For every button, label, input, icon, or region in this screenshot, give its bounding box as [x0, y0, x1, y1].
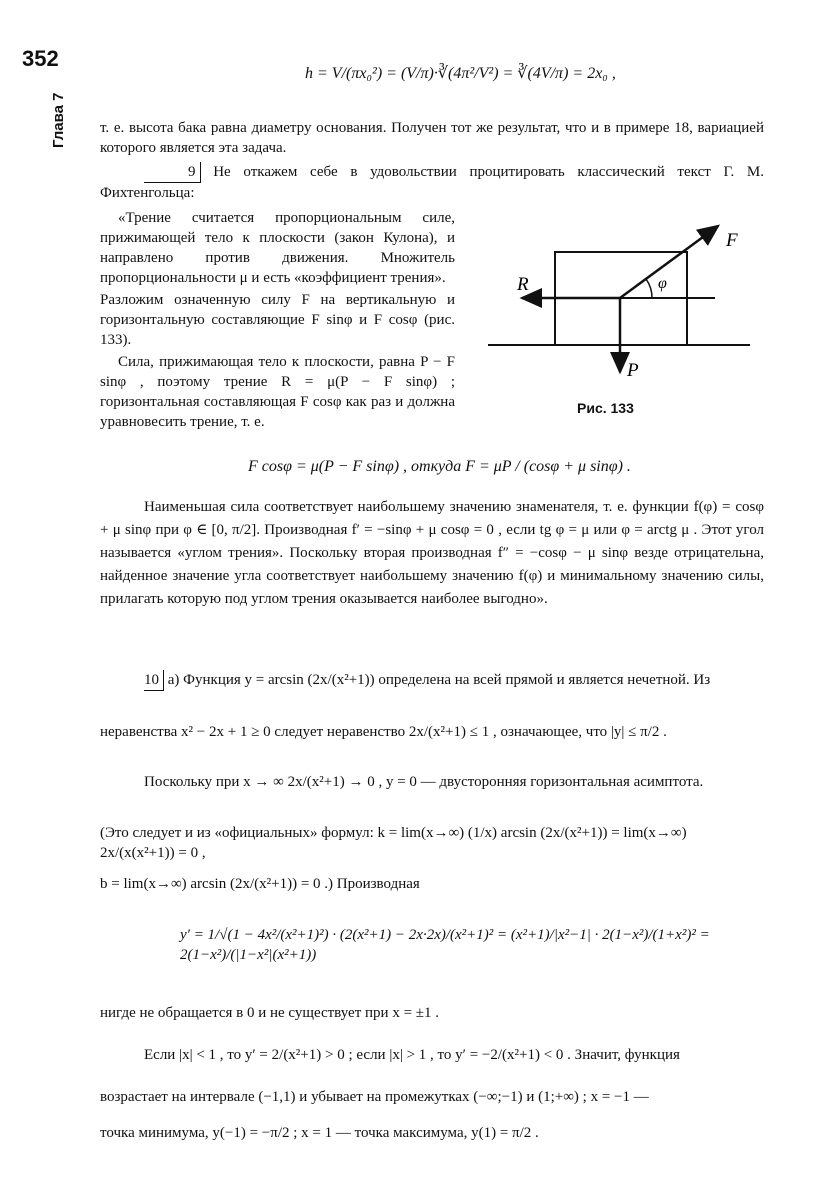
paragraph-asymptote: Поскольку при x → ∞ 2x/(x²+1) → 0 , y = 0 — двусторонняя горизонтальная асимптота.	[144, 774, 704, 790]
paragraph-min-force: Наименьшая сила соответствует наибольшему значению знаменателя, т. е. функции f(φ) = cosφ + μ sinφ при φ ∈ [0, π/2]. Производная f′ = −sinφ + μ cosφ = 0 , если tg φ = μ или φ = arctg μ . Этот угол называется «углом трения». Поскольку вторая производная f″ = −cosφ − μ sinφ везде отрицательна, найденное значение угла соответствует наибольшему значению f(φ) и минимальному значению силы, прилагать которую под углом трения оказывается наиболее выгодно».	[100, 499, 764, 607]
paragraph-inequality: неравенства x² − 2x + 1 ≥ 0 следует неравенство 2x/(x²+1) ≤ 1 , означающее, что |y| ≤ π/2 .	[100, 724, 667, 740]
paragraph-cases: Если |x| < 1 , то y′ = 2/(x²+1) > 0 ; если |x| > 1 , то y′ = −2/(x²+1) < 0 . Значит, функция	[144, 1047, 680, 1063]
quote-decompose: Разложим означенную силу F на вертикальную и горизонтальную составляющие F sinφ и F cosφ (рис. 133).	[100, 292, 455, 348]
paragraph-result: т. е. высота бака равна диаметру основания. Получен тот же результат, что и в примере 18, вариацией которого является эта задача.	[100, 120, 764, 156]
formula-height: h = V/(πx₀²) = (V/π)·∛(4π²/V²) = ∛(4V/π) = 2x₀ ,	[305, 65, 616, 82]
formula-fcos: F cosφ = μ(P − F sinφ) , откуда F = μP / (cosφ + μ sinφ) .	[248, 458, 631, 475]
quote-friction: «Трение считается пропорциональным силе, прижимающей тело к плоскости (закон Кулона), и направлено против движения. Множитель пропорциональности μ и есть «коэффициент трения».	[100, 210, 455, 286]
paragraph-official-formulas: (Это следует и из «официальных» формул: k = lim(x→∞) (1/x) arcsin (2x/(x²+1)) = lim(x→∞) 2x/(x(x²+1)) = 0 ,	[100, 825, 687, 861]
paragraph-limit-b: b = lim(x→∞) arcsin (2x/(x²+1)) = 0 .) Производная	[100, 876, 420, 892]
figure-133	[480, 210, 770, 410]
label-phi: φ	[658, 275, 667, 292]
problem-number-9: 9	[144, 162, 201, 183]
formula-derivative: y′ = 1/√(1 − 4x²/(x²+1)²) · (2(x²+1) − 2x·2x)/(x²+1)² = (x²+1)/|x²−1| · 2(1−x²)/(1+x²)² = 2(1−x²)/(|1−x²|(x²+1))	[180, 927, 710, 963]
chapter-label: Глава 7	[50, 92, 67, 148]
paragraph-fichtenholz-intro: 9 Не откажем себе в удовольствии процитировать классический текст Г. М. Фихтенгольца:	[100, 164, 765, 201]
page-number: 352	[22, 46, 59, 71]
paragraph-extrema: точка минимума, y(−1) = −π/2 ; x = 1 — точка максимума, y(1) = π/2 .	[100, 1125, 539, 1141]
angle-arc	[646, 279, 652, 298]
quote-pressing-force: Сила, прижимающая тело к плоскости, равна P − F sinφ , поэтому трение R = μ(P − F sinφ) ; горизонтальная составляющая F cosφ как раз и должна уравновесить трение, т. е.	[100, 354, 455, 430]
force-arrow-F	[620, 226, 718, 298]
label-F: F	[726, 230, 738, 251]
label-P: P	[627, 360, 639, 381]
paragraph-function: 10 а) Функция y = arcsin (2x/(x²+1)) определена на всей прямой и является нечетной. Из	[144, 670, 764, 691]
figure-caption: Рис. 133	[577, 400, 634, 416]
paragraph-monotonic: возрастает на интервале (−1,1) и убывает на промежутках (−∞;−1) и (1;+∞) ; x = −1 —	[100, 1089, 649, 1105]
problem-number-10: 10	[144, 670, 164, 691]
label-R: R	[517, 274, 529, 295]
paragraph-nonzero: нигде не обращается в 0 и не существует при x = ±1 .	[100, 1005, 440, 1021]
